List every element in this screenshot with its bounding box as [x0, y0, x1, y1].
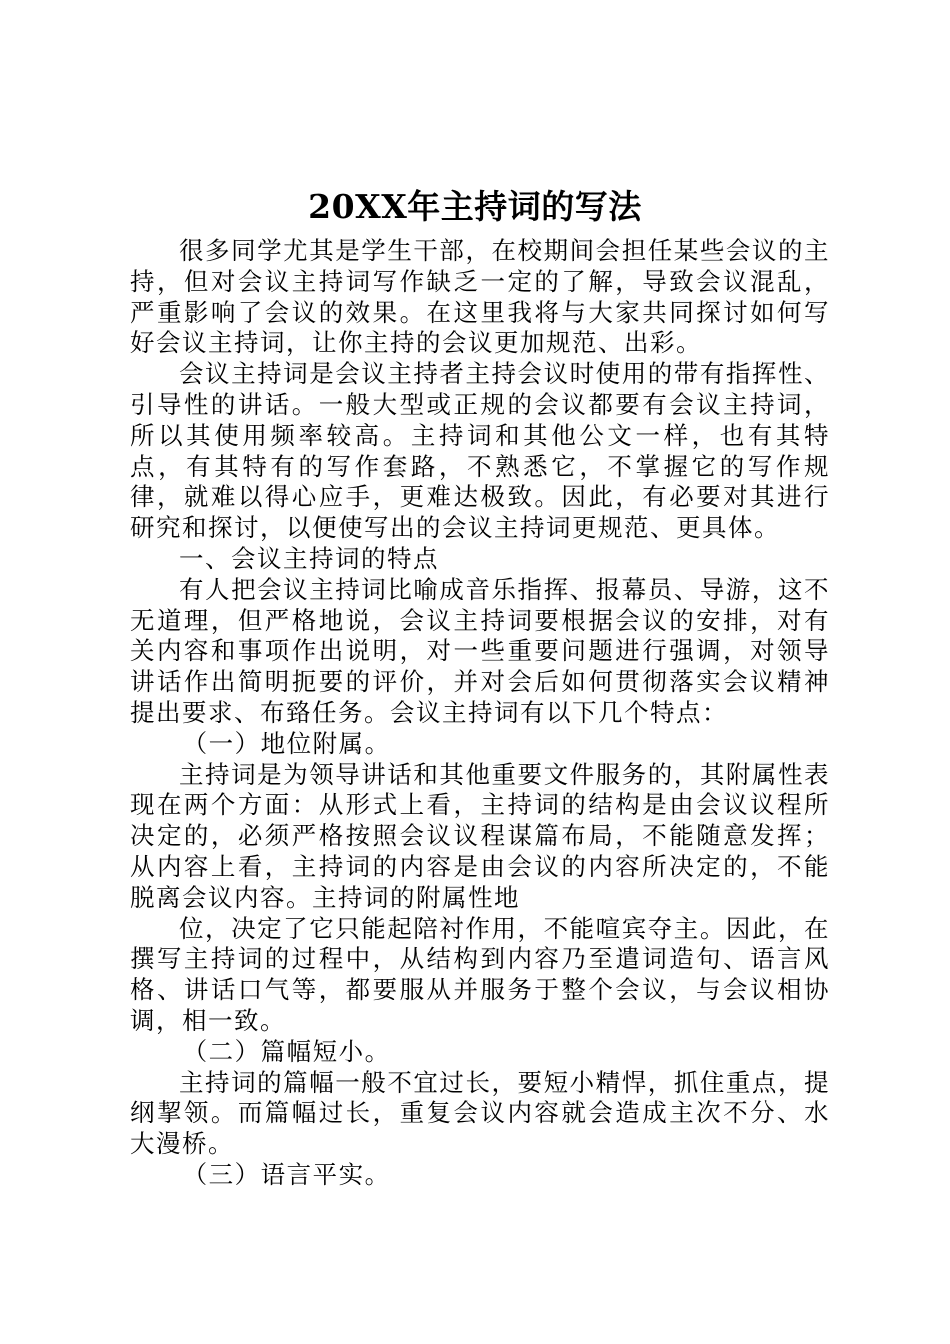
- paragraph-short: 主持词的篇幅一般不宜过长，要短小精悍，抓住重点，提纲挈领。而篇幅过长，重复会议内容就会造成主次不分、水大漫桥。: [130, 1067, 830, 1159]
- subheading-3: （三）语言平实。: [182, 1159, 391, 1189]
- paragraph-intro: 很多同学尤其是学生干部，在校期间会担任某些会议的主持，但对会议主持词写作缺乏一定的了解，导致会议混乱，严重影响了会议的效果。在这里我将与大家共同探讨如何写好会议主持词，让你主持的会议更加规范、出彩。: [130, 236, 830, 358]
- paragraph-subordinate: 主持词是为领导讲话和其他重要文件服务的，其附属性表现在两个方面：从形式上看，主持词的结构是由会议议程所决定的，必须严格按照会议议程谋篇布局，不能随意发挥；从内容上看，主持词的内容是由会议的内容所决定的，不能脱离会议内容。主持词的附属性地: [130, 759, 830, 912]
- paragraph-definition: 会议主持词是会议主持者主持会议时使用的带有指挥性、引导性的讲话。一般大型或正规的会议都要有会议主持词，所以其使用频率较高。主持词和其他公文一样，也有其特点，有其特有的写作套路，不熟悉它，不掌握它的写作规律，就难以得心应手，更难达极致。因此，有必要对其进行研究和探讨，以便使写出的会议主持词更规范、更具体。: [130, 359, 830, 543]
- document-title: 20XX年主持词的写法: [308, 187, 642, 226]
- paragraph-subordinate-cont: 位，决定了它只能起陪衬作用，不能喧宾夺主。因此，在撰写主持词的过程中，从结构到内容乃至遣词造句、语言风格、讲话口气等，都要服从并服务于整个会议，与会议相协调，相一致。: [130, 913, 830, 1035]
- paragraph-features-intro: 有人把会议主持词比喻成音乐指挥、报幕员、导游，这不无道理，但严格地说，会议主持词要根据会议的安排，对有关内容和事项作出说明，对一些重要问题进行强调，对领导讲话作出简明扼要的评价，并对会后如何贯彻落实会议精神提出要求、布臵任务。会议主持词有以下几个特点：: [130, 574, 830, 727]
- subheading-2: （二）篇幅短小。: [182, 1036, 391, 1066]
- document-body: [130, 236, 830, 1191]
- section-heading: 一、会议主持词的特点: [179, 543, 439, 573]
- subheading-1: （一）地位附属。: [182, 728, 391, 758]
